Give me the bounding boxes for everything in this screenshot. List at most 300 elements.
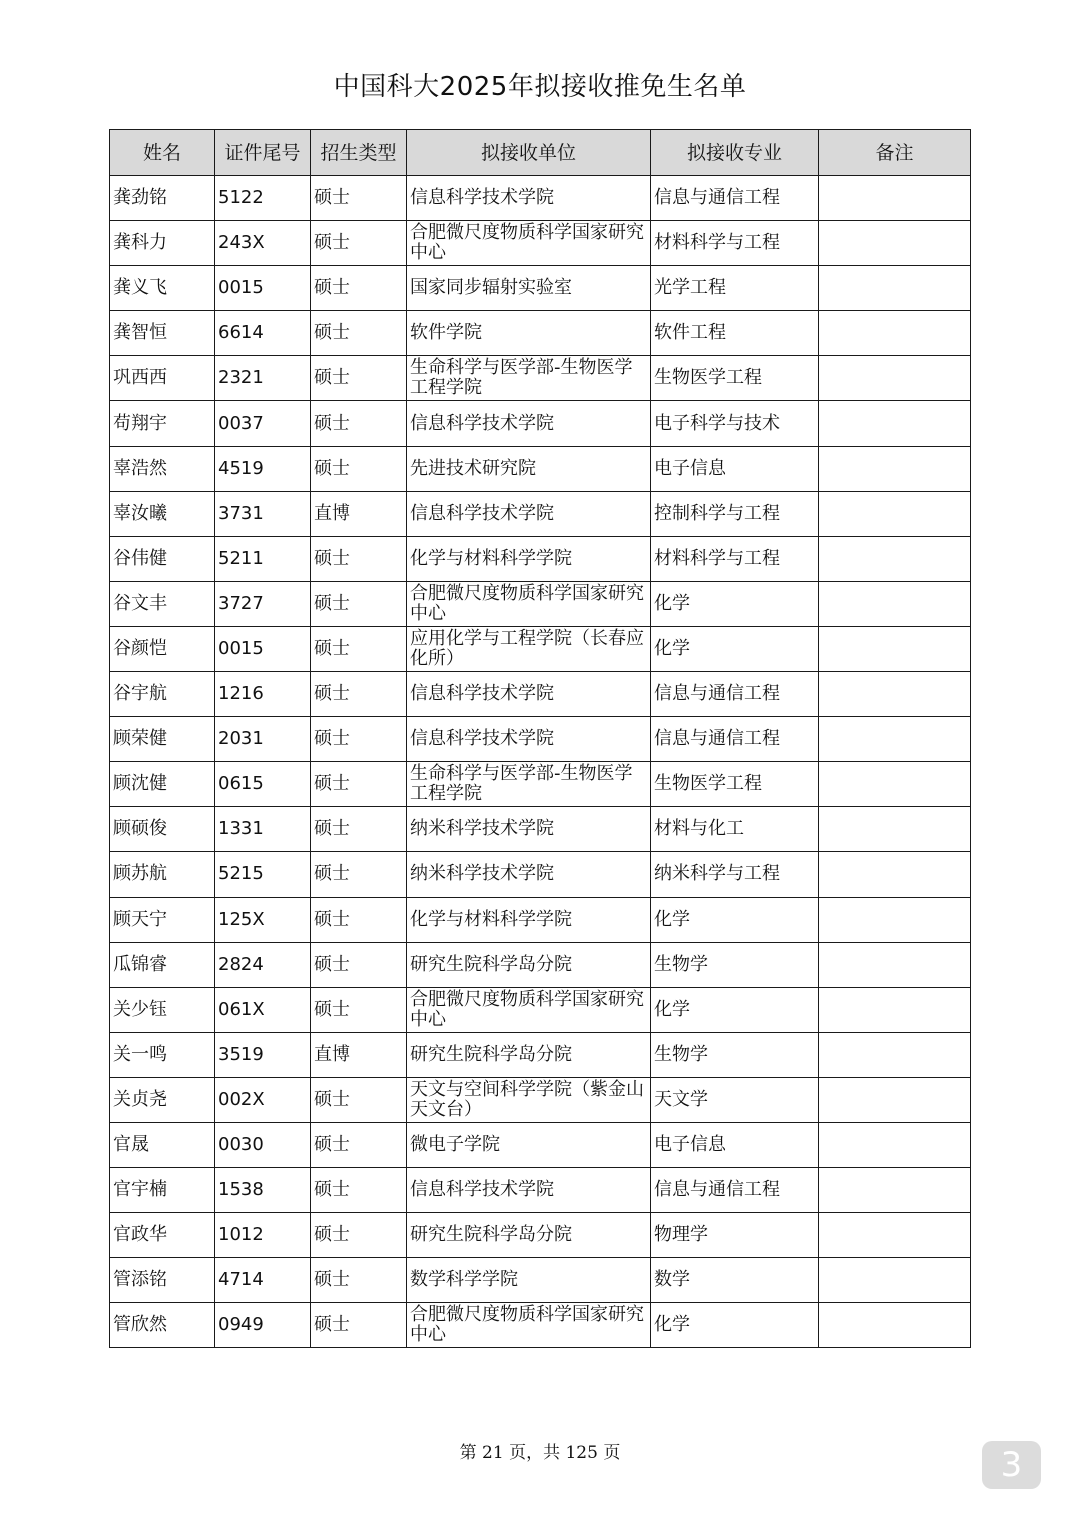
cell-id-suffix-text: 5122 bbox=[218, 187, 264, 209]
cell-id-suffix-text: 3519 bbox=[218, 1043, 264, 1065]
cell-name-text: 顾荣健 bbox=[113, 728, 167, 750]
cell-enroll-type bbox=[311, 356, 407, 401]
cell-unit bbox=[407, 1122, 651, 1167]
table-body bbox=[110, 176, 971, 1348]
table-row bbox=[110, 266, 971, 311]
cell-remarks bbox=[819, 221, 971, 266]
cell-major-text: 软件工程 bbox=[654, 322, 726, 344]
cell-enroll-type bbox=[311, 266, 407, 311]
cell-id-suffix-text: 5215 bbox=[218, 863, 264, 885]
cell-name-text: 谷颜恺 bbox=[113, 637, 167, 659]
cell-id-suffix-text: 125X bbox=[218, 908, 265, 930]
cell-remarks bbox=[819, 717, 971, 762]
cell-name-text: 官宇楠 bbox=[113, 1179, 167, 1201]
cell-id-suffix-text: 1538 bbox=[218, 1179, 264, 1201]
cell-unit bbox=[407, 1077, 651, 1122]
cell-enroll-type-text: 硕士 bbox=[314, 637, 350, 659]
cell-unit-text: 数学科学学院 bbox=[410, 1269, 518, 1291]
cell-enroll-type-text: 直博 bbox=[314, 1043, 350, 1065]
cell-remarks bbox=[819, 1258, 971, 1303]
cell-name-text: 顾苏航 bbox=[113, 863, 167, 885]
cell-name-text: 龚义飞 bbox=[113, 277, 167, 299]
cell-major bbox=[651, 491, 819, 536]
cell-major-text: 材料科学与工程 bbox=[654, 232, 780, 254]
cell-remarks bbox=[819, 626, 971, 671]
cell-unit bbox=[407, 762, 651, 807]
cell-enroll-type-text: 硕士 bbox=[314, 1088, 350, 1110]
cell-remarks bbox=[819, 311, 971, 356]
cell-name-text: 龚智恒 bbox=[113, 322, 167, 344]
cell-enroll-type-text: 硕士 bbox=[314, 953, 350, 975]
cell-name bbox=[110, 221, 215, 266]
cell-remarks bbox=[819, 1077, 971, 1122]
cell-name-text: 巩西西 bbox=[113, 367, 167, 389]
cell-id-suffix bbox=[215, 446, 311, 491]
cell-unit bbox=[407, 446, 651, 491]
cell-enroll-type-text: 硕士 bbox=[314, 187, 350, 209]
cell-major bbox=[651, 581, 819, 626]
cell-name bbox=[110, 446, 215, 491]
cell-name bbox=[110, 897, 215, 942]
cell-id-suffix-text: 0949 bbox=[218, 1314, 264, 1336]
table-row bbox=[110, 852, 971, 897]
cell-id-suffix bbox=[215, 266, 311, 311]
cell-major bbox=[651, 762, 819, 807]
cell-remarks bbox=[819, 1213, 971, 1258]
cell-major-text: 电子信息 bbox=[654, 1134, 726, 1156]
cell-name bbox=[110, 311, 215, 356]
cell-id-suffix bbox=[215, 987, 311, 1032]
table-row bbox=[110, 626, 971, 671]
cell-enroll-type-text: 硕士 bbox=[314, 728, 350, 750]
cell-unit-text: 先进技术研究院 bbox=[410, 457, 536, 479]
cell-major-text: 数学 bbox=[654, 1269, 690, 1291]
header-unit: 拟接收单位 bbox=[407, 130, 651, 176]
cell-enroll-type bbox=[311, 1168, 407, 1213]
cell-enroll-type bbox=[311, 672, 407, 717]
table-row bbox=[110, 942, 971, 987]
cell-unit-text: 应用化学与工程学院（长春应化所） bbox=[410, 627, 644, 669]
cell-major-text: 电子科学与技术 bbox=[654, 412, 780, 434]
cell-enroll-type-text: 硕士 bbox=[314, 412, 350, 434]
cell-enroll-type-text: 硕士 bbox=[314, 818, 350, 840]
cell-id-suffix-text: 3727 bbox=[218, 592, 264, 614]
cell-unit-text: 生命科学与医学部-生物医学工程学院 bbox=[410, 357, 633, 399]
cell-id-suffix-text: 2824 bbox=[218, 953, 264, 975]
cell-remarks bbox=[819, 356, 971, 401]
cell-name-text: 管欣然 bbox=[113, 1314, 167, 1336]
cell-id-suffix bbox=[215, 1258, 311, 1303]
cell-remarks bbox=[819, 672, 971, 717]
cell-enroll-type bbox=[311, 311, 407, 356]
cell-enroll-type bbox=[311, 581, 407, 626]
table-row bbox=[110, 717, 971, 762]
cell-id-suffix-text: 0615 bbox=[218, 773, 264, 795]
cell-id-suffix bbox=[215, 1077, 311, 1122]
table-row bbox=[110, 1303, 971, 1348]
cell-id-suffix bbox=[215, 311, 311, 356]
cell-major-text: 生物医学工程 bbox=[654, 367, 762, 389]
cell-id-suffix-text: 243X bbox=[218, 232, 265, 254]
cell-id-suffix bbox=[215, 491, 311, 536]
cell-id-suffix-text: 3731 bbox=[218, 502, 264, 524]
header-remarks: 备注 bbox=[819, 130, 971, 176]
cell-id-suffix-text: 2321 bbox=[218, 367, 264, 389]
cell-remarks bbox=[819, 987, 971, 1032]
cell-major-text: 生物学 bbox=[654, 1043, 708, 1065]
cell-name bbox=[110, 762, 215, 807]
cell-major-text: 化学 bbox=[654, 1314, 690, 1336]
cell-id-suffix bbox=[215, 176, 311, 221]
cell-unit-text: 合肥微尺度物质科学国家研究中心 bbox=[410, 1304, 644, 1346]
cell-major-text: 化学 bbox=[654, 637, 690, 659]
table-row bbox=[110, 1122, 971, 1167]
cell-remarks bbox=[819, 762, 971, 807]
cell-unit bbox=[407, 491, 651, 536]
cell-name-text: 谷伟健 bbox=[113, 547, 167, 569]
cell-enroll-type bbox=[311, 762, 407, 807]
cell-enroll-type bbox=[311, 1258, 407, 1303]
cell-enroll-type bbox=[311, 987, 407, 1032]
cell-enroll-type-text: 硕士 bbox=[314, 592, 350, 614]
cell-enroll-type bbox=[311, 717, 407, 762]
cell-name-text: 关少钰 bbox=[113, 998, 167, 1020]
cell-enroll-type-text: 直博 bbox=[314, 502, 350, 524]
cell-major bbox=[651, 987, 819, 1032]
cell-id-suffix-text: 0037 bbox=[218, 412, 264, 434]
cell-enroll-type-text: 硕士 bbox=[314, 998, 350, 1020]
cell-enroll-type bbox=[311, 1077, 407, 1122]
cell-remarks bbox=[819, 581, 971, 626]
cell-remarks bbox=[819, 942, 971, 987]
cell-unit bbox=[407, 266, 651, 311]
cell-unit-text: 化学与材料科学学院 bbox=[410, 547, 572, 569]
cell-id-suffix bbox=[215, 942, 311, 987]
cell-major-text: 生物学 bbox=[654, 953, 708, 975]
cell-id-suffix bbox=[215, 221, 311, 266]
cell-major bbox=[651, 176, 819, 221]
cell-unit-text: 合肥微尺度物质科学国家研究中心 bbox=[410, 582, 644, 624]
cell-unit-text: 信息科学技术学院 bbox=[410, 187, 554, 209]
cell-enroll-type-text: 硕士 bbox=[314, 773, 350, 795]
header-enroll-type: 招生类型 bbox=[311, 130, 407, 176]
cell-enroll-type bbox=[311, 536, 407, 581]
cell-unit-text: 研究生院科学岛分院 bbox=[410, 953, 572, 975]
cell-major bbox=[651, 401, 819, 446]
cell-unit-text: 纳米科学技术学院 bbox=[410, 818, 554, 840]
cell-id-suffix bbox=[215, 852, 311, 897]
cell-id-suffix-text: 002X bbox=[218, 1088, 265, 1110]
cell-name bbox=[110, 176, 215, 221]
cell-unit bbox=[407, 221, 651, 266]
cell-unit bbox=[407, 807, 651, 852]
cell-unit-text: 信息科学技术学院 bbox=[410, 728, 554, 750]
cell-unit-text: 研究生院科学岛分院 bbox=[410, 1043, 572, 1065]
cell-major bbox=[651, 221, 819, 266]
cell-id-suffix bbox=[215, 897, 311, 942]
cell-enroll-type bbox=[311, 852, 407, 897]
table-row bbox=[110, 1168, 971, 1213]
cell-name bbox=[110, 717, 215, 762]
cell-name-text: 瓜锦睿 bbox=[113, 953, 167, 975]
cell-remarks bbox=[819, 176, 971, 221]
cell-major bbox=[651, 897, 819, 942]
cell-id-suffix bbox=[215, 1032, 311, 1077]
cell-major bbox=[651, 672, 819, 717]
cell-id-suffix bbox=[215, 626, 311, 671]
cell-remarks bbox=[819, 446, 971, 491]
table-row bbox=[110, 356, 971, 401]
cell-unit-text: 信息科学技术学院 bbox=[410, 1179, 554, 1201]
cell-unit-text: 信息科学技术学院 bbox=[410, 683, 554, 705]
cell-enroll-type bbox=[311, 1032, 407, 1077]
cell-unit bbox=[407, 1258, 651, 1303]
cell-remarks bbox=[819, 897, 971, 942]
cell-name bbox=[110, 401, 215, 446]
cell-major-text: 化学 bbox=[654, 592, 690, 614]
cell-id-suffix-text: 5211 bbox=[218, 547, 264, 569]
table-row bbox=[110, 311, 971, 356]
cell-major-text: 生物医学工程 bbox=[654, 773, 762, 795]
cell-unit bbox=[407, 536, 651, 581]
cell-id-suffix-text: 1331 bbox=[218, 818, 264, 840]
cell-remarks bbox=[819, 266, 971, 311]
cell-unit-text: 信息科学技术学院 bbox=[410, 412, 554, 434]
cell-id-suffix bbox=[215, 401, 311, 446]
cell-enroll-type bbox=[311, 1213, 407, 1258]
cell-unit-text: 信息科学技术学院 bbox=[410, 502, 554, 524]
cell-remarks bbox=[819, 1303, 971, 1348]
admission-table bbox=[109, 129, 971, 1348]
cell-enroll-type-text: 硕士 bbox=[314, 863, 350, 885]
table-row bbox=[110, 221, 971, 266]
cell-major bbox=[651, 536, 819, 581]
table-row bbox=[110, 176, 971, 221]
cell-name bbox=[110, 626, 215, 671]
cell-major bbox=[651, 311, 819, 356]
cell-enroll-type bbox=[311, 176, 407, 221]
cell-name bbox=[110, 266, 215, 311]
cell-major bbox=[651, 626, 819, 671]
cell-enroll-type-text: 硕士 bbox=[314, 232, 350, 254]
cell-id-suffix bbox=[215, 1213, 311, 1258]
cell-id-suffix-text: 6614 bbox=[218, 322, 264, 344]
cell-major bbox=[651, 1213, 819, 1258]
cell-enroll-type-text: 硕士 bbox=[314, 547, 350, 569]
cell-major bbox=[651, 1077, 819, 1122]
cell-enroll-type-text: 硕士 bbox=[314, 277, 350, 299]
table-row bbox=[110, 672, 971, 717]
cell-enroll-type-text: 硕士 bbox=[314, 1179, 350, 1201]
table-row bbox=[110, 807, 971, 852]
cell-remarks bbox=[819, 401, 971, 446]
cell-unit-text: 生命科学与医学部-生物医学工程学院 bbox=[410, 763, 633, 805]
cell-name-text: 管添铭 bbox=[113, 1269, 167, 1291]
cell-major bbox=[651, 942, 819, 987]
cell-remarks bbox=[819, 807, 971, 852]
cell-major-text: 化学 bbox=[654, 998, 690, 1020]
cell-unit-text: 天文与空间科学学院（紫金山天文台） bbox=[410, 1078, 644, 1120]
cell-remarks bbox=[819, 491, 971, 536]
cell-major bbox=[651, 807, 819, 852]
cell-enroll-type-text: 硕士 bbox=[314, 683, 350, 705]
cell-major-text: 电子信息 bbox=[654, 457, 726, 479]
cell-id-suffix bbox=[215, 536, 311, 581]
cell-name-text: 谷文丰 bbox=[113, 592, 167, 614]
cell-unit-text: 研究生院科学岛分院 bbox=[410, 1224, 572, 1246]
cell-enroll-type-text: 硕士 bbox=[314, 1134, 350, 1156]
cell-major bbox=[651, 1303, 819, 1348]
header-major: 拟接收专业 bbox=[651, 130, 819, 176]
cell-major bbox=[651, 852, 819, 897]
cell-unit-text: 化学与材料科学学院 bbox=[410, 908, 572, 930]
cell-name bbox=[110, 1122, 215, 1167]
cell-major-text: 化学 bbox=[654, 908, 690, 930]
table-row bbox=[110, 536, 971, 581]
table-row bbox=[110, 401, 971, 446]
cell-id-suffix bbox=[215, 807, 311, 852]
cell-name-text: 辜汝曦 bbox=[113, 502, 167, 524]
cell-id-suffix bbox=[215, 1122, 311, 1167]
cell-enroll-type bbox=[311, 942, 407, 987]
cell-major-text: 信息与通信工程 bbox=[654, 1179, 780, 1201]
cell-name bbox=[110, 1213, 215, 1258]
cell-unit bbox=[407, 672, 651, 717]
cell-major bbox=[651, 1122, 819, 1167]
cell-name bbox=[110, 491, 215, 536]
cell-id-suffix bbox=[215, 1168, 311, 1213]
cell-name-text: 苟翔宇 bbox=[113, 412, 167, 434]
cell-major-text: 物理学 bbox=[654, 1224, 708, 1246]
cell-major-text: 材料科学与工程 bbox=[654, 547, 780, 569]
cell-id-suffix-text: 2031 bbox=[218, 728, 264, 750]
cell-name bbox=[110, 852, 215, 897]
cell-unit bbox=[407, 626, 651, 671]
cell-major-text: 纳米科学与工程 bbox=[654, 863, 780, 885]
table-row bbox=[110, 1032, 971, 1077]
page-number-badge: 3 bbox=[982, 1441, 1041, 1489]
cell-name-text: 顾天宁 bbox=[113, 908, 167, 930]
table-row bbox=[110, 581, 971, 626]
cell-id-suffix bbox=[215, 1303, 311, 1348]
cell-enroll-type bbox=[311, 626, 407, 671]
cell-name bbox=[110, 1032, 215, 1077]
page-footer: 第 21 页，共 125 页 bbox=[459, 1443, 621, 1463]
cell-unit-text: 软件学院 bbox=[410, 322, 482, 344]
table-row bbox=[110, 987, 971, 1032]
cell-major-text: 信息与通信工程 bbox=[654, 683, 780, 705]
cell-unit bbox=[407, 1213, 651, 1258]
cell-name-text: 关贞尧 bbox=[113, 1088, 167, 1110]
cell-name-text: 关一鸣 bbox=[113, 1043, 167, 1065]
cell-enroll-type-text: 硕士 bbox=[314, 908, 350, 930]
table-header-row bbox=[110, 130, 971, 176]
cell-name bbox=[110, 536, 215, 581]
cell-id-suffix bbox=[215, 581, 311, 626]
cell-id-suffix-text: 0015 bbox=[218, 637, 264, 659]
cell-enroll-type-text: 硕士 bbox=[314, 1314, 350, 1336]
cell-enroll-type bbox=[311, 401, 407, 446]
table-row bbox=[110, 446, 971, 491]
cell-name bbox=[110, 1168, 215, 1213]
cell-enroll-type-text: 硕士 bbox=[314, 457, 350, 479]
table-row bbox=[110, 1077, 971, 1122]
cell-remarks bbox=[819, 1032, 971, 1077]
cell-name-text: 官晟 bbox=[113, 1134, 149, 1156]
cell-id-suffix-text: 1012 bbox=[218, 1224, 264, 1246]
cell-name-text: 顾硕俊 bbox=[113, 818, 167, 840]
cell-unit bbox=[407, 852, 651, 897]
document-title: 中国科大2025年拟接收推免生名单 bbox=[333, 72, 747, 102]
cell-unit bbox=[407, 356, 651, 401]
cell-name bbox=[110, 807, 215, 852]
cell-remarks bbox=[819, 1168, 971, 1213]
cell-enroll-type-text: 硕士 bbox=[314, 322, 350, 344]
cell-unit bbox=[407, 581, 651, 626]
cell-name-text: 谷宇航 bbox=[113, 683, 167, 705]
cell-enroll-type-text: 硕士 bbox=[314, 367, 350, 389]
cell-name-text: 辜浩然 bbox=[113, 457, 167, 479]
cell-id-suffix-text: 4519 bbox=[218, 457, 264, 479]
cell-unit bbox=[407, 942, 651, 987]
cell-name-text: 顾沈健 bbox=[113, 773, 167, 795]
cell-id-suffix-text: 0015 bbox=[218, 277, 264, 299]
header-name: 姓名 bbox=[110, 130, 215, 176]
cell-enroll-type bbox=[311, 1303, 407, 1348]
cell-major bbox=[651, 1258, 819, 1303]
cell-enroll-type bbox=[311, 807, 407, 852]
cell-major bbox=[651, 446, 819, 491]
cell-name bbox=[110, 356, 215, 401]
table-row bbox=[110, 897, 971, 942]
cell-unit-text: 微电子学院 bbox=[410, 1134, 500, 1156]
cell-unit-text: 合肥微尺度物质科学国家研究中心 bbox=[410, 222, 644, 264]
cell-enroll-type bbox=[311, 446, 407, 491]
cell-enroll-type-text: 硕士 bbox=[314, 1224, 350, 1246]
cell-unit bbox=[407, 1303, 651, 1348]
cell-enroll-type bbox=[311, 491, 407, 536]
cell-name bbox=[110, 1303, 215, 1348]
cell-name-text: 龚科力 bbox=[113, 232, 167, 254]
cell-major bbox=[651, 1168, 819, 1213]
cell-name-text: 龚劲铭 bbox=[113, 187, 167, 209]
cell-unit bbox=[407, 1168, 651, 1213]
cell-enroll-type bbox=[311, 221, 407, 266]
cell-name bbox=[110, 1258, 215, 1303]
cell-name bbox=[110, 987, 215, 1032]
cell-id-suffix bbox=[215, 356, 311, 401]
cell-id-suffix bbox=[215, 762, 311, 807]
cell-unit bbox=[407, 987, 651, 1032]
cell-major-text: 材料与化工 bbox=[654, 818, 744, 840]
cell-major bbox=[651, 1032, 819, 1077]
cell-id-suffix bbox=[215, 717, 311, 762]
cell-remarks bbox=[819, 852, 971, 897]
table-row bbox=[110, 1258, 971, 1303]
header-id-suffix: 证件尾号 bbox=[215, 130, 311, 176]
table-row bbox=[110, 1213, 971, 1258]
cell-unit bbox=[407, 717, 651, 762]
cell-major-text: 控制科学与工程 bbox=[654, 502, 780, 524]
cell-major-text: 信息与通信工程 bbox=[654, 187, 780, 209]
cell-id-suffix-text: 061X bbox=[218, 998, 265, 1020]
cell-id-suffix bbox=[215, 672, 311, 717]
table-row bbox=[110, 762, 971, 807]
cell-major-text: 天文学 bbox=[654, 1088, 708, 1110]
cell-unit bbox=[407, 897, 651, 942]
cell-name-text: 官政华 bbox=[113, 1224, 167, 1246]
cell-major-text: 光学工程 bbox=[654, 277, 726, 299]
